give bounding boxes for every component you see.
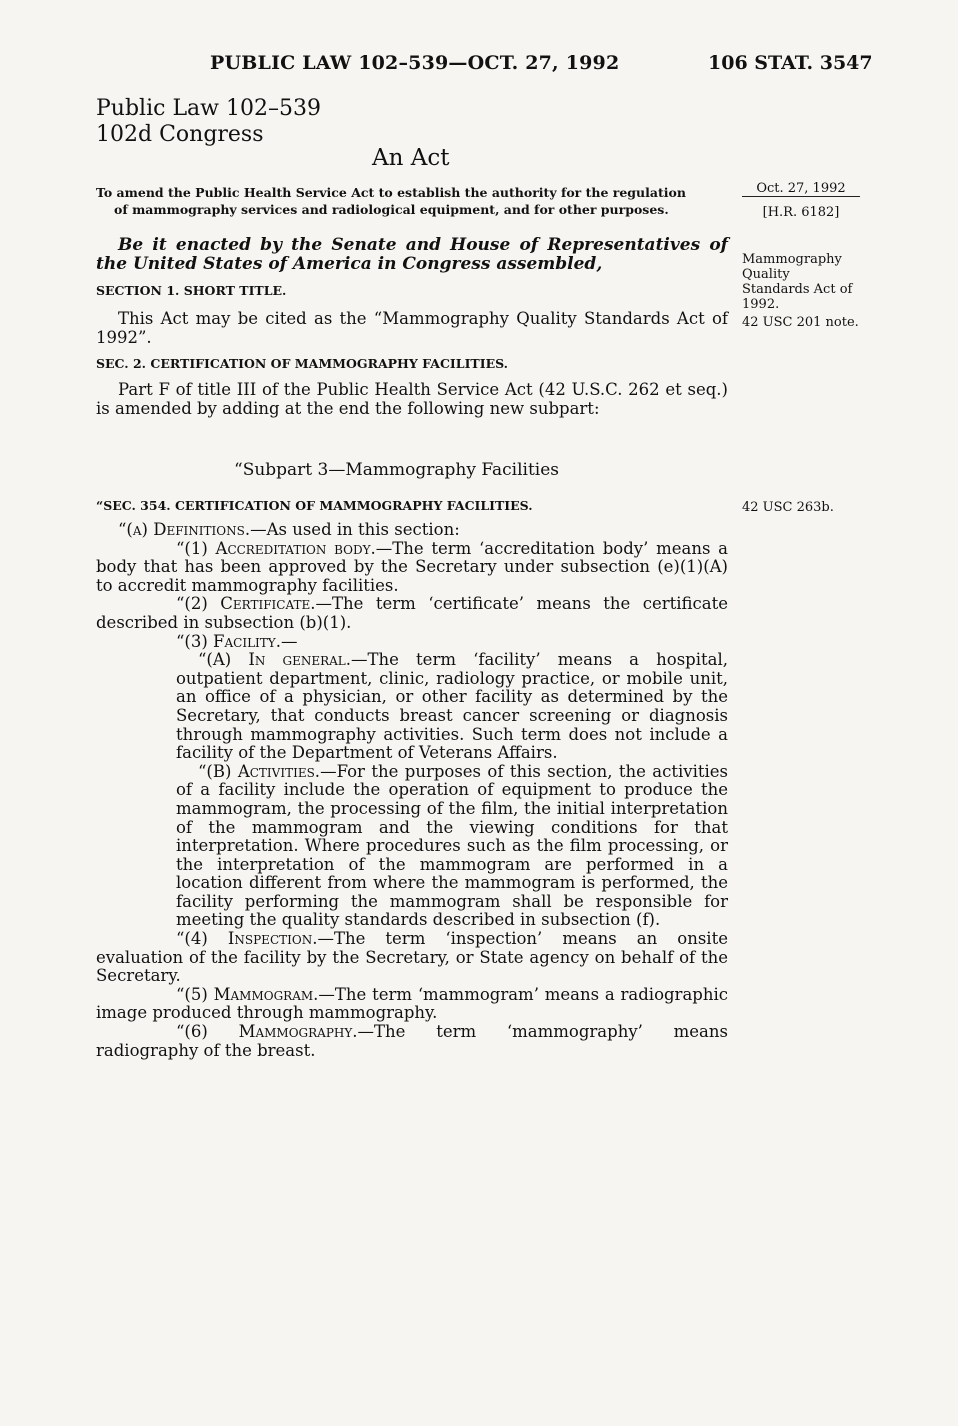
- definition-2-text: —The term ‘certificate’ means the certificate described in subsection (b)(1).: [96, 594, 728, 632]
- definition-4-label: “(4) Inspection.: [176, 929, 318, 949]
- definitions-intro: [96, 521, 728, 540]
- purpose-line-2: of mammography services and radiological equipment, and for other purposes.: [114, 202, 669, 217]
- section-2-body: [96, 381, 728, 418]
- definition-3-label: “(3) Facility.: [176, 631, 281, 651]
- act-purpose: [96, 184, 728, 218]
- definitions-block: [96, 521, 728, 1060]
- enacting-clause-text: Be it enacted by the Senate and House of Representatives of the United States of America in Congress assembled,: [96, 235, 728, 274]
- definition-4-text: —The term ‘inspection’ means an onsite evaluation of the facility by the Secretary, or State agency on behalf of the Secretary.: [96, 929, 728, 986]
- margin-usc-201: 42 USC 201 note.: [742, 315, 859, 330]
- statute-page-number: 106 STAT. 3547: [708, 52, 873, 74]
- definition-3b-text: —For the purposes of this section, the activities of a facility include the operation of equipment to produce the mammogram, the processing of the film, the initial interpretation of the mammogram and the viewing conditions for that interpretation. Where procedures such as the film processing, or the interpretation of the mammogram are performed in a location different from where the mammogram is performed, the facility performing the mammogram shall be responsible for meeting the quality standards described in subsection (f).: [176, 761, 728, 930]
- definition-5: [96, 986, 728, 1023]
- margin-date: Oct. 27, 1992: [742, 181, 860, 197]
- definition-3a-text: —The term ‘facility’ means a hospital, outpatient department, clinic, radiology practice, or mobile unit, an office of a physician, or other facility as determined by the Secretary, that conducts breast cancer screening or diagnosis through mammography activities. Such term does not include a facility of the Department of Veterans Affairs.: [176, 650, 728, 763]
- margin-short-title-note: [742, 252, 882, 312]
- section-2-text: Part F of title III of the Public Health Service Act (42 U.S.C. 262 et seq.) is amended by adding at the end the following new subpart:: [96, 380, 728, 418]
- act-title: An Act: [372, 145, 450, 171]
- definition-3b-label: “(B) Activities.: [198, 761, 321, 781]
- definition-3a: [96, 651, 728, 763]
- definition-6-text: —The term ‘mammography’ means radiography of the breast.: [96, 1022, 728, 1060]
- margin-mqsa-line: 1992.: [742, 297, 780, 312]
- margin-mqsa-line: Mammography: [742, 252, 842, 267]
- definition-3-text: —: [280, 631, 298, 651]
- definition-4: [96, 930, 728, 986]
- subpart-title: “Subpart 3—Mammography Facilities: [234, 460, 560, 480]
- section-1-body: [96, 310, 728, 347]
- definition-5-text: —The term ‘mammogram’ means a radiographic image produced through mammography.: [96, 984, 728, 1023]
- margin-mqsa-line: Quality: [742, 267, 790, 282]
- section-1-heading: SECTION 1. SHORT TITLE.: [96, 283, 287, 298]
- definition-1-label: “(1) Accreditation body.: [176, 538, 376, 558]
- definition-2: [96, 595, 728, 632]
- running-header-title: PUBLIC LAW 102–539—OCT. 27, 1992: [210, 52, 620, 74]
- subsection-a-label: “(a) Definitions.: [118, 520, 251, 539]
- section-354-heading: “SEC. 354. CERTIFICATION OF MAMMOGRAPHY FACILITIES.: [96, 498, 533, 513]
- definition-3: [96, 633, 728, 652]
- definition-6: [96, 1023, 728, 1060]
- definition-3a-label: “(A) In general.: [198, 650, 352, 670]
- definition-2-label: “(2) Certificate.: [176, 594, 316, 614]
- definition-3b: [96, 763, 728, 930]
- congress-label: 102d Congress: [96, 122, 264, 147]
- margin-mqsa-line: Standards Act of: [742, 282, 853, 297]
- section-1-text: This Act may be cited as the “Mammography Quality Standards Act of 1992”.: [96, 309, 728, 347]
- margin-usc-263b: 42 USC 263b.: [742, 500, 834, 515]
- section-2-heading: SEC. 2. CERTIFICATION OF MAMMOGRAPHY FACILITIES.: [96, 356, 509, 371]
- public-law-number: Public Law 102–539: [96, 96, 321, 121]
- purpose-line-1: To amend the Public Health Service Act to establish the authority for the regulation: [96, 185, 686, 200]
- enacting-clause: [96, 236, 728, 273]
- definition-1-text: —The term ‘accreditation body’ means a body that has been approved by the Secretary under subsection (e)(1)(A) to accredit mammography facilities.: [96, 538, 728, 595]
- definition-1: [96, 540, 728, 596]
- margin-bill-number: [H.R. 6182]: [762, 205, 840, 220]
- subsection-a-text: —As used in this section:: [250, 520, 460, 539]
- definition-6-label: “(6) Mammography.: [176, 1022, 358, 1042]
- definition-5-label: “(5) Mammogram.: [176, 984, 319, 1004]
